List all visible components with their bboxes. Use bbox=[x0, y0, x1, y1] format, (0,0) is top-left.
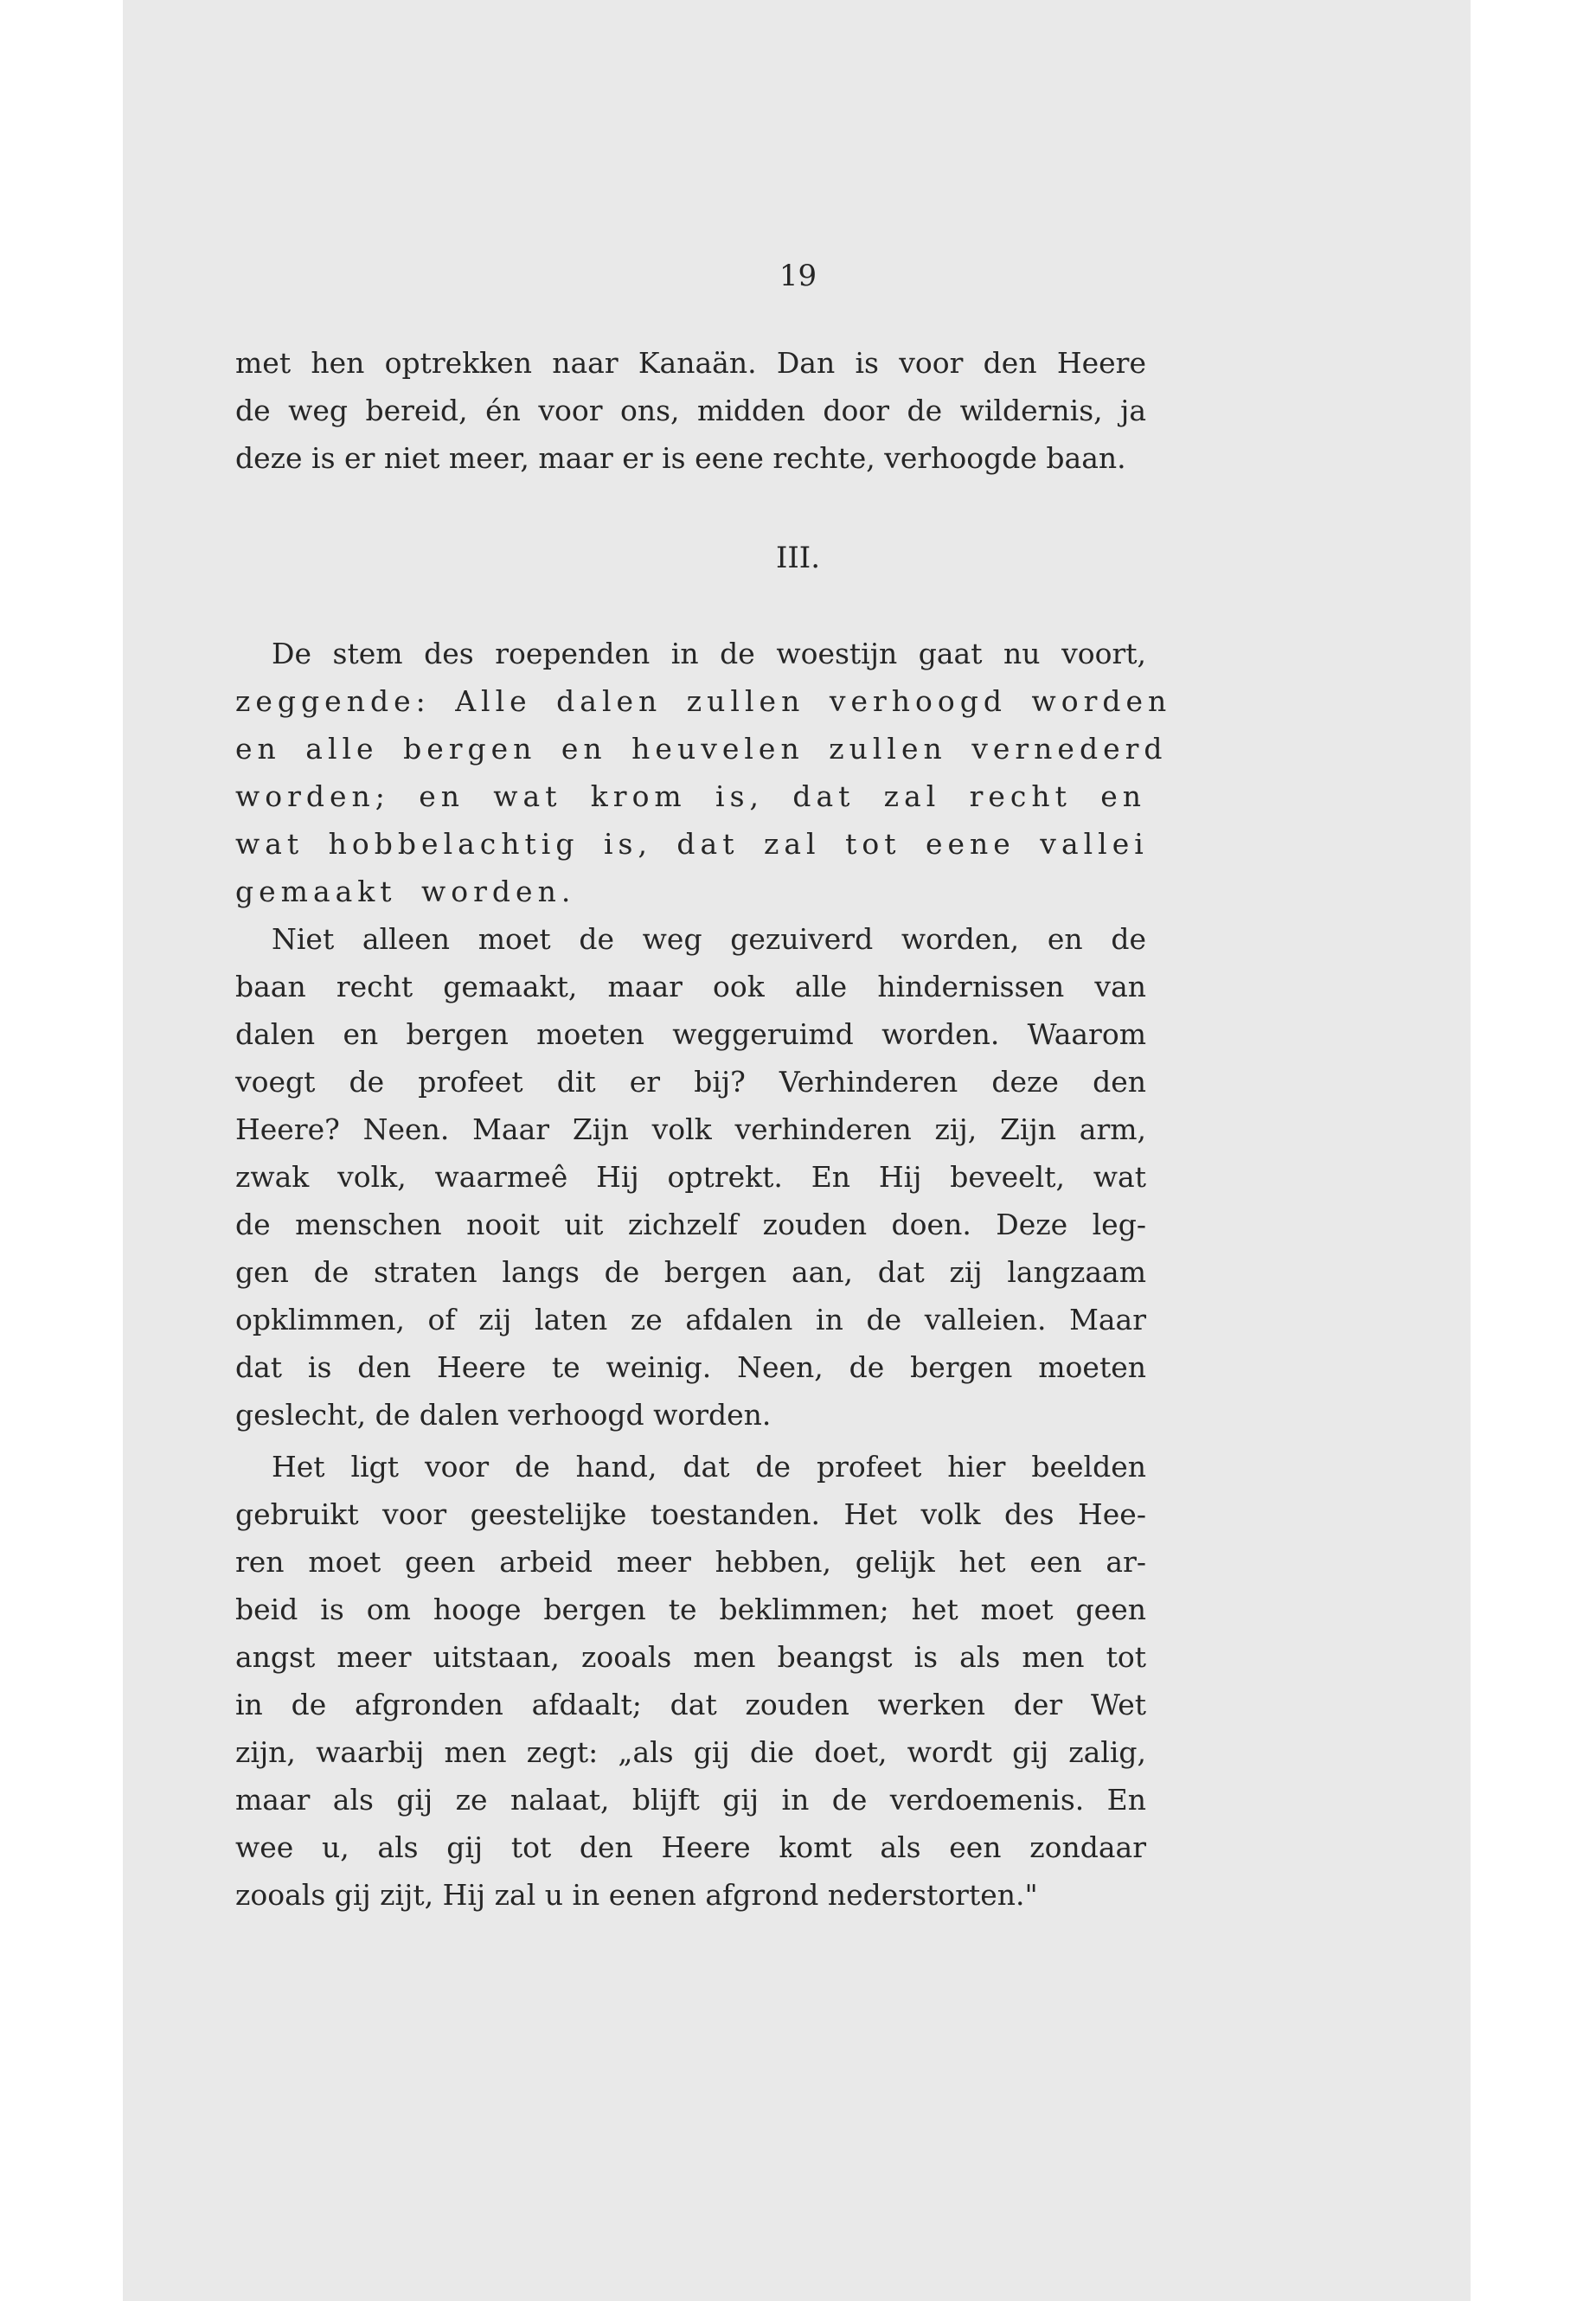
text-line: angst meer uitstaan, zooals men beangst is als men tot bbox=[235, 1640, 1146, 1674]
text-line: worden; en wat krom is, dat zal recht en bbox=[235, 779, 1146, 813]
paragraph-3 bbox=[235, 915, 1146, 1439]
text-line: gemaakt worden. bbox=[235, 875, 576, 908]
text-line: zooals gij zijt, Hij zal u in eenen afgrond nederstorten." bbox=[235, 1878, 1038, 1912]
text-line: zeggende: Alle dalen zullen verhoogd worden bbox=[235, 684, 1172, 718]
section-heading: III. bbox=[775, 541, 821, 575]
text-line: en alle bergen en heuvelen zullen vernederd bbox=[235, 732, 1168, 766]
text-line: zwak volk, waarmeê Hij optrekt. En Hij beveelt, wat bbox=[235, 1160, 1146, 1194]
page-number: 19 bbox=[779, 259, 817, 293]
text-line: beid is om hooge bergen te beklimmen; het moet geen bbox=[235, 1593, 1146, 1626]
text-line: in de afgronden afdaalt; dat zouden werken der Wet bbox=[235, 1688, 1146, 1721]
text-line: met hen optrekken naar Kanaän. Dan is voor den Heere bbox=[235, 346, 1146, 380]
text-line: Niet alleen moet de weg gezuiverd worden, en de bbox=[272, 922, 1146, 956]
text-line: zijn, waarbij men zegt: „als gij die doet, wordt gij zalig, bbox=[235, 1735, 1146, 1769]
text-line: wat hobbelachtig is, dat zal tot eene vallei bbox=[235, 827, 1149, 861]
paragraph-1 bbox=[235, 339, 1146, 482]
text-line: gebruikt voor geestelijke toestanden. Het volk des Hee- bbox=[235, 1497, 1146, 1531]
text-line: maar als gij ze nalaat, blijft gij in de verdoemenis. En bbox=[235, 1783, 1146, 1817]
text-line: de weg bereid, én voor ons, midden door de wildernis, ja bbox=[235, 394, 1146, 427]
text-line: geslecht, de dalen verhoogd worden. bbox=[235, 1398, 772, 1432]
text-line: opklimmen, of zij laten ze afdalen in de valleien. Maar bbox=[235, 1303, 1146, 1336]
text-line: deze is er niet meer, maar er is eene rechte, verhoogde baan. bbox=[235, 441, 1126, 475]
text-line: baan recht gemaakt, maar ook alle hindernissen van bbox=[235, 970, 1146, 1003]
text-line: dat is den Heere te weinig. Neen, de bergen moeten bbox=[235, 1350, 1146, 1384]
text-line: dalen en bergen moeten weggeruimd worden. Waarom bbox=[235, 1017, 1146, 1051]
text-line: Het ligt voor de hand, dat de profeet hier beelden bbox=[272, 1450, 1146, 1484]
text-line: Heere? Neen. Maar Zijn volk verhinderen zij, Zijn arm, bbox=[235, 1112, 1146, 1146]
text-line: ren moet geen arbeid meer hebben, gelijk het een ar- bbox=[235, 1545, 1146, 1579]
text-line: de menschen nooit uit zichzelf zouden doen. Deze leg- bbox=[235, 1208, 1146, 1241]
text-line: De stem des roependen in de woestijn gaat nu voort, bbox=[272, 637, 1146, 670]
text-line: wee u, als gij tot den Heere komt als een zondaar bbox=[235, 1830, 1146, 1864]
text-line: voegt de profeet dit er bij? Verhinderen deze den bbox=[235, 1065, 1146, 1099]
paragraph-2 bbox=[235, 630, 1172, 915]
text-line: gen de straten langs de bergen aan, dat zij langzaam bbox=[235, 1255, 1146, 1289]
paragraph-4 bbox=[235, 1443, 1146, 1919]
